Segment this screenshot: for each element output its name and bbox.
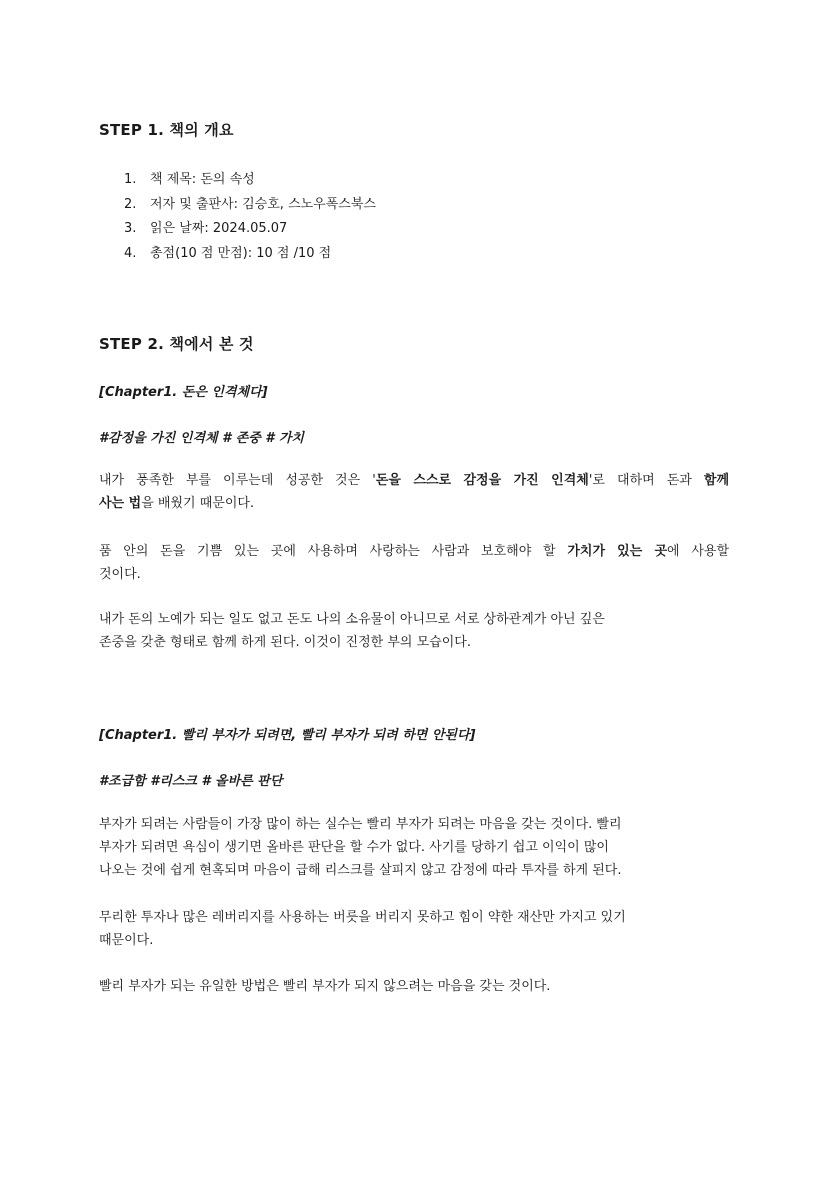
list-number: 4. [124,245,137,261]
list-text: 총점(10 점 만점): 10 점 /10 점 [150,245,332,261]
text-run: 내가 풍족한 부를 이루는데 성공한 것은 ' [99,473,376,488]
paragraph-line: 빨리 부자가 되는 유일한 방법은 빨리 부자가 되지 않으려는 마음을 갖는 것이다. [99,979,551,994]
list-number: 2. [124,196,137,212]
chapter-tags: #감정을 가진 인격체 # 존중 # 가치 [99,431,304,446]
list-text: 읽은 날짜: 2024.05.07 [150,221,288,236]
paragraph-line [99,492,729,515]
list-number: 3. [124,221,137,236]
list-item [124,193,376,218]
list-text: 저자 및 출판사: 김승호, 스노우폭스북스 [150,196,376,212]
paragraph-line: 때문이다. [99,933,154,948]
book-info-list [124,168,376,266]
paragraph-line: 존중을 갖춘 형태로 함께 하게 된다. 이것이 진정한 부의 모습이다. [99,635,471,650]
paragraph-line [99,540,729,563]
text-run: '로 대하며 돈과 [588,473,704,488]
list-text: 책 제목: 돈의 속성 [150,172,255,187]
paragraph-line: 부자가 되려면 욕심이 생기면 올바른 판단을 할 수가 없다. 사기를 당하기 쉽고 이익이 많이 [99,840,609,855]
chapter-title: [Chapter1. 돈은 인격체다] [99,385,268,400]
paragraph [99,975,729,998]
paragraph [99,469,729,515]
chapter-title: [Chapter1. 빨리 부자가 되려면, 빨리 부자가 되려 하면 안된다] [99,728,476,743]
bold-text: 사는 법 [99,496,142,511]
list-item [124,217,376,242]
paragraph-line: 나오는 것에 쉽게 현혹되며 마음이 급해 리스크를 살피지 않고 감정에 따라 투자를 하게 된다. [99,863,622,878]
paragraph-line [99,469,729,492]
paragraph-line: 무리한 투자나 많은 레버리지를 사용하는 버릇을 버리지 못하고 힘이 약한 재산만 가지고 있기 [99,910,626,925]
text-run: 에 사용할 [667,544,730,559]
paragraph [99,608,729,654]
list-item [124,168,376,193]
step2-heading: STEP 2. 책에서 본 것 [99,335,254,353]
step1-heading: STEP 1. 책의 개요 [99,121,234,139]
bold-text: 가치가 있는 곳 [567,544,668,559]
chapter-tags: #조급함 #리스크 # 올바른 판단 [99,774,283,789]
bold-text: 함께 [703,473,730,488]
list-item [124,242,376,267]
text-run: 을 배웠기 때문이다. [141,496,255,511]
paragraph [99,540,729,586]
paragraph-line: 내가 돈의 노예가 되는 일도 없고 돈도 나의 소유물이 아니므로 서로 상하관계가 아닌 깊은 [99,612,605,627]
list-number: 1. [124,172,137,187]
paragraph-line: 것이다. [99,567,141,582]
bold-text: 돈을 스스로 감정을 가진 인격체 [375,473,589,488]
paragraph [99,813,729,882]
text-run: 품 안의 돈을 기쁨 있는 곳에 사용하며 사랑하는 사람과 보호해야 할 [99,544,568,559]
paragraph-line: 부자가 되려는 사람들이 가장 많이 하는 실수는 빨리 부자가 되려는 마음을 갖는 것이다. 빨리 [99,817,622,832]
paragraph [99,906,729,952]
